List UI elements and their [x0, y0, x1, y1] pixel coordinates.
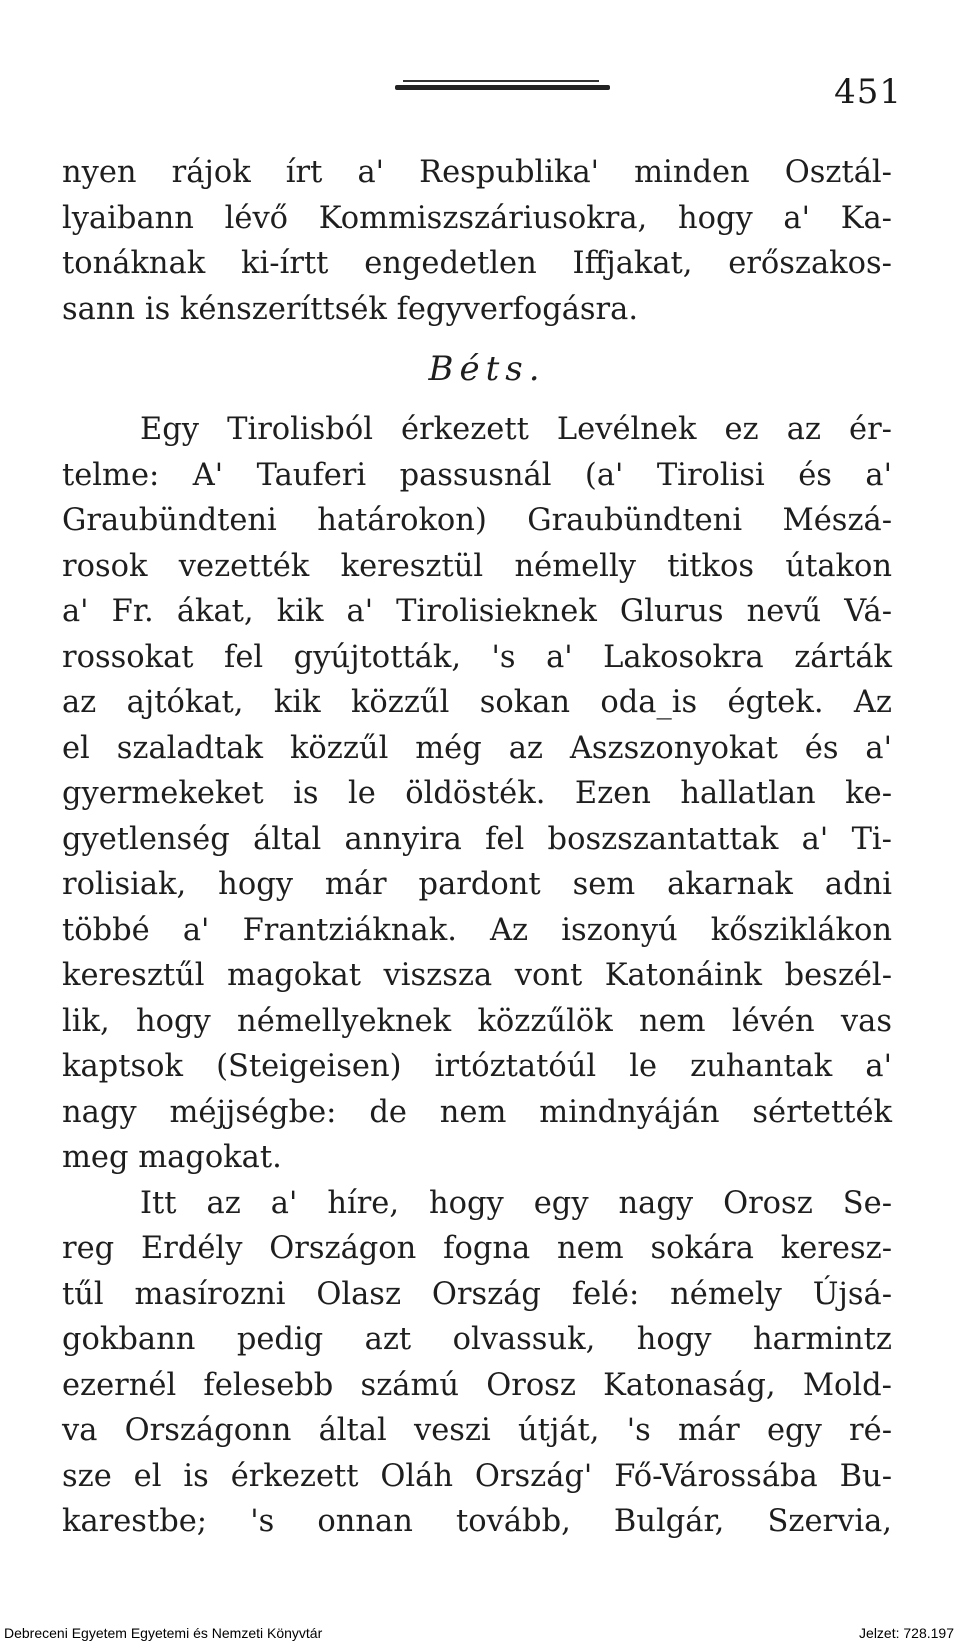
text-line: lyaibann lévő Kommiszszáriusokra, hogy a' Ka-: [62, 200, 892, 236]
text-line: meg magokat.: [62, 1140, 282, 1175]
text-line: sann is kénszeríttsék fegyverfogásra.: [62, 291, 639, 327]
text-line: va Országonn által veszi útját, 's már egy ré-: [62, 1413, 892, 1448]
text-line: nyen rájok írt a' Respublika' minden Osztál-: [62, 155, 892, 190]
text-line: többé a' Frantziáknak. Az iszonyú kősziklákon: [62, 912, 892, 948]
text-line: rossokat fel gyújtották, 's a' Lakosokra zárták: [62, 639, 892, 675]
page-number: 451: [834, 72, 902, 112]
header-rule: [395, 80, 610, 91]
footer-bar: [0, 1622, 960, 1646]
text-line: tonáknak ki-írtt engedetlen Iffjakat, erőszakos-: [62, 246, 892, 281]
text-line: el szaladtak közzűl még az Aszszonyokat és a': [62, 730, 892, 766]
text-line: rosok vezették keresztül némelly titkos útakon: [62, 548, 892, 584]
header-rule-thick: [395, 85, 610, 90]
paragraph-1: [62, 150, 892, 332]
paragraph-2: [62, 407, 892, 1181]
shelfmark: Jelzet: 728.197: [859, 1625, 954, 1641]
text-line: a' Fr. ákat, kik a' Tirolisieknek Glurus nevű Vá-: [62, 594, 892, 629]
text-line: gyermekeket is le öldösték. Ezen hallatlan ke-: [62, 776, 892, 811]
text-line: rolisiak, hogy már pardont sem akarnak adni: [62, 867, 892, 902]
text-line: gyetlenség által annyira fel boszszantattak a' Ti-: [62, 821, 892, 857]
body-text: [62, 150, 892, 1545]
text-line: Egy Tirolisból érkezett Levélnek ez az ér-: [140, 412, 892, 447]
section-heading: Béts.: [428, 349, 546, 389]
text-line: kaptsok (Steigeisen) irtóztatóúl le zuhantak a': [62, 1049, 892, 1084]
library-credit: Debreceni Egyetem Egyetemi és Nemzeti Könyvtár: [4, 1625, 323, 1641]
header-rule-thin: [403, 80, 599, 82]
text-line: reg Erdély Országon fogna nem sokára keresz-: [62, 1231, 892, 1266]
text-line: tűl masírozni Olasz Ország felé: némely Újsá-: [62, 1276, 892, 1312]
text-line: lik, hogy némellyeknek közzűlök nem lévén vas: [62, 1003, 892, 1039]
text-line: gokbann pedig azt olvassuk, hogy harmintz: [62, 1322, 892, 1357]
text-line: Graubündteni határokon) Graubündteni Mészá-: [62, 503, 892, 538]
text-line: ezernél felesebb számú Orosz Katonaság, Mold-: [62, 1367, 892, 1403]
text-line: keresztűl magokat viszsza vont Katonáink beszél-: [62, 958, 892, 993]
text-line: az ajtókat, kik közzűl sokan oda_is égtek. Az: [62, 685, 892, 720]
text-line: Itt az a' híre, hogy egy nagy Orosz Se-: [140, 1185, 892, 1221]
text-line: telme: A' Tauferi passusnál (a' Tirolisi és a': [62, 457, 892, 493]
text-line: sze el is érkezett Oláh Ország' Fő-Várossába Bu-: [62, 1458, 892, 1494]
paragraph-3: [62, 1181, 892, 1545]
text-line: karestbe; 's onnan tovább, Bulgár, Szervia,: [62, 1504, 892, 1539]
text-line: nagy méjjségbe: de nem mindnyáján sértették: [62, 1094, 892, 1130]
